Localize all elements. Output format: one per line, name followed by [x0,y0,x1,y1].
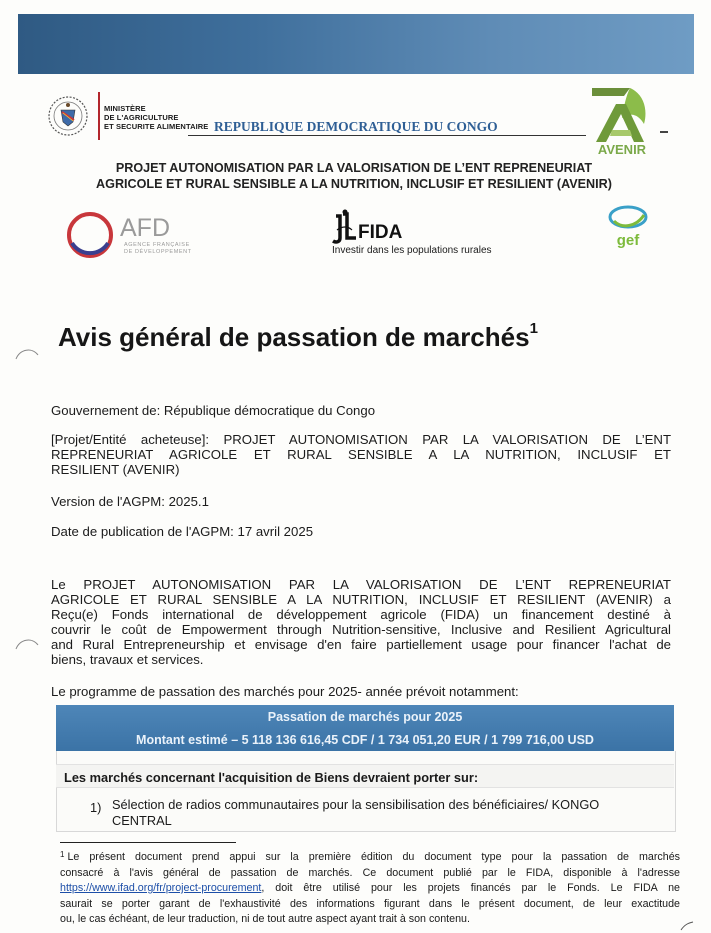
goods-section-label: Les marchés concernant l'acquisition de Biens devraient porter sur: [64,770,479,785]
document-title [58,322,538,353]
gef-name: gef [616,232,640,249]
body-line-1: Le PROJET AUTONOMISATION PAR LA VALORISATION DE L’ENT REPRENEURIAT [51,577,671,592]
title-footnote-ref: 1 [529,320,538,338]
item-text-line-2: CENTRAL [112,813,172,828]
item-text-line-1: Sélection de radios communautaires pour la sensibilisation des bénéficiaires/ KONGO [112,797,600,812]
footnote-line-3-text: , doit être utilisé pour les projets financés par le Fonds. Le FIDA ne [261,882,680,894]
ministry-line-1: MINISTÈRE [104,104,146,113]
avenir-logo-text: AVENIR [597,142,647,157]
publication-date: Date de publication de l'AGPM: 17 avril 2025 [51,524,314,539]
fida-name: FIDA [358,222,403,243]
ministry-divider [98,92,100,140]
ministry-line-3: ET SECURITE ALIMENTAIRE [104,122,209,131]
body-line-3: Reçu(e) Fonds international de développement agricole (FIDA) un financement destiné à [51,607,671,622]
project-entity-line-2: REPRENEURIAT AGRICOLE ET RURAL SENSIBLE A LA NUTRITION, INCLUSIF ET [51,447,671,462]
footnote-line-4: saurait se porter garant de l'exhaustivité des informations figurant dans le présent document, de leur exactitude [60,897,680,910]
project-entity [51,432,671,477]
government-line: Gouvernement de: République démocratique du Congo [51,403,376,418]
footnote-line-1 [60,850,680,866]
avenir-dash [660,131,668,133]
fida-tagline: Investir dans les populations rurales [332,245,492,256]
footnote-line-3 [60,881,680,897]
body-line-2: AGRICOLE ET RURAL SENSIBLE A LA NUTRITION, INCLUSIF ET RESILIENT (AVENIR) a [51,592,671,607]
afd-logo [64,209,214,261]
body-line-6: biens, travaux et services. [51,652,204,667]
project-title [44,160,664,192]
list-item [112,797,652,829]
project-title-line-2: AGRICOLE ET RURAL SENSIBLE A LA NUTRITION, INCLUSIF ET RESILIENT (AVENIR) [96,177,612,191]
body-line-5: and Rural Entrepreneurship et envisage d'en faire partiellement usage pour financer l'achat de [51,637,671,652]
body-paragraph [51,577,671,667]
margin-mark-icon [14,346,40,360]
margin-mark-icon [14,636,40,650]
ministry-line-2: DE L'AGRICULTURE [104,113,179,122]
afd-name: AFD [120,214,170,242]
body-line-4: couvrir le coût de Empowerment through Nutrition-sensitive, Inclusive and Resilient Agricultural [51,622,671,637]
procurement-link[interactable]: https://www.ifad.org/fr/project-procurement [60,882,262,894]
project-title-line-1: PROJET AUTONOMISATION PAR LA VALORISATION DE L’ENT REPRENEURIAT [115,161,593,175]
footnote-line-2: consacré à l'avis général de passation de marchés. Ce document publié par le FIDA, disponible à l'adresse [60,866,680,879]
afd-sub-line-2: DE DÉVELOPPEMENT [124,249,192,255]
project-entity-line-1: [Projet/Entité acheteuse]: PROJET AUTONOMISATION PAR LA VALORISATION DE L’ENT [51,432,671,447]
header-band [18,14,694,74]
programme-intro: Le programme de passation des marchés pour 2025- année prévoit notamment: [51,684,519,699]
ministry-seal-icon [46,88,90,150]
country-underline [188,135,586,136]
gef-logo [604,203,652,251]
project-entity-line-3: RESILIENT (AVENIR) [51,462,180,477]
footnote-line-1-text: Le présent document prend appui sur la première édition du document type pour la passation de marchés [67,851,680,863]
avenir-logo [586,84,658,158]
corner-mark-icon [680,921,694,931]
item-number: 1) [90,800,102,815]
document-title-text: Avis général de passation de marchés [58,322,530,352]
footnote [60,850,680,928]
procurement-estimate: Montant estimé – 5 118 136 616,45 CDF / 1 734 051,20 EUR / 1 799 716,00 USD [136,733,594,747]
version-line: Version de l'AGPM: 2025.1 [51,494,209,509]
footnote-rule [60,842,236,843]
country-title: REPUBLIQUE DEMOCRATIQUE DU CONGO [214,119,498,134]
ministry-name [104,104,208,131]
footnote-line-5: ou, le cas échéant, de leur traduction, ni de tout autre aspect ayant trait à son contenu. [60,913,470,925]
afd-sub-line-1: AGENCE FRANÇAISE [124,242,190,248]
procurement-table-heading: Passation de marchés pour 2025 [267,710,463,724]
footnote-marker: 1 [60,850,65,859]
